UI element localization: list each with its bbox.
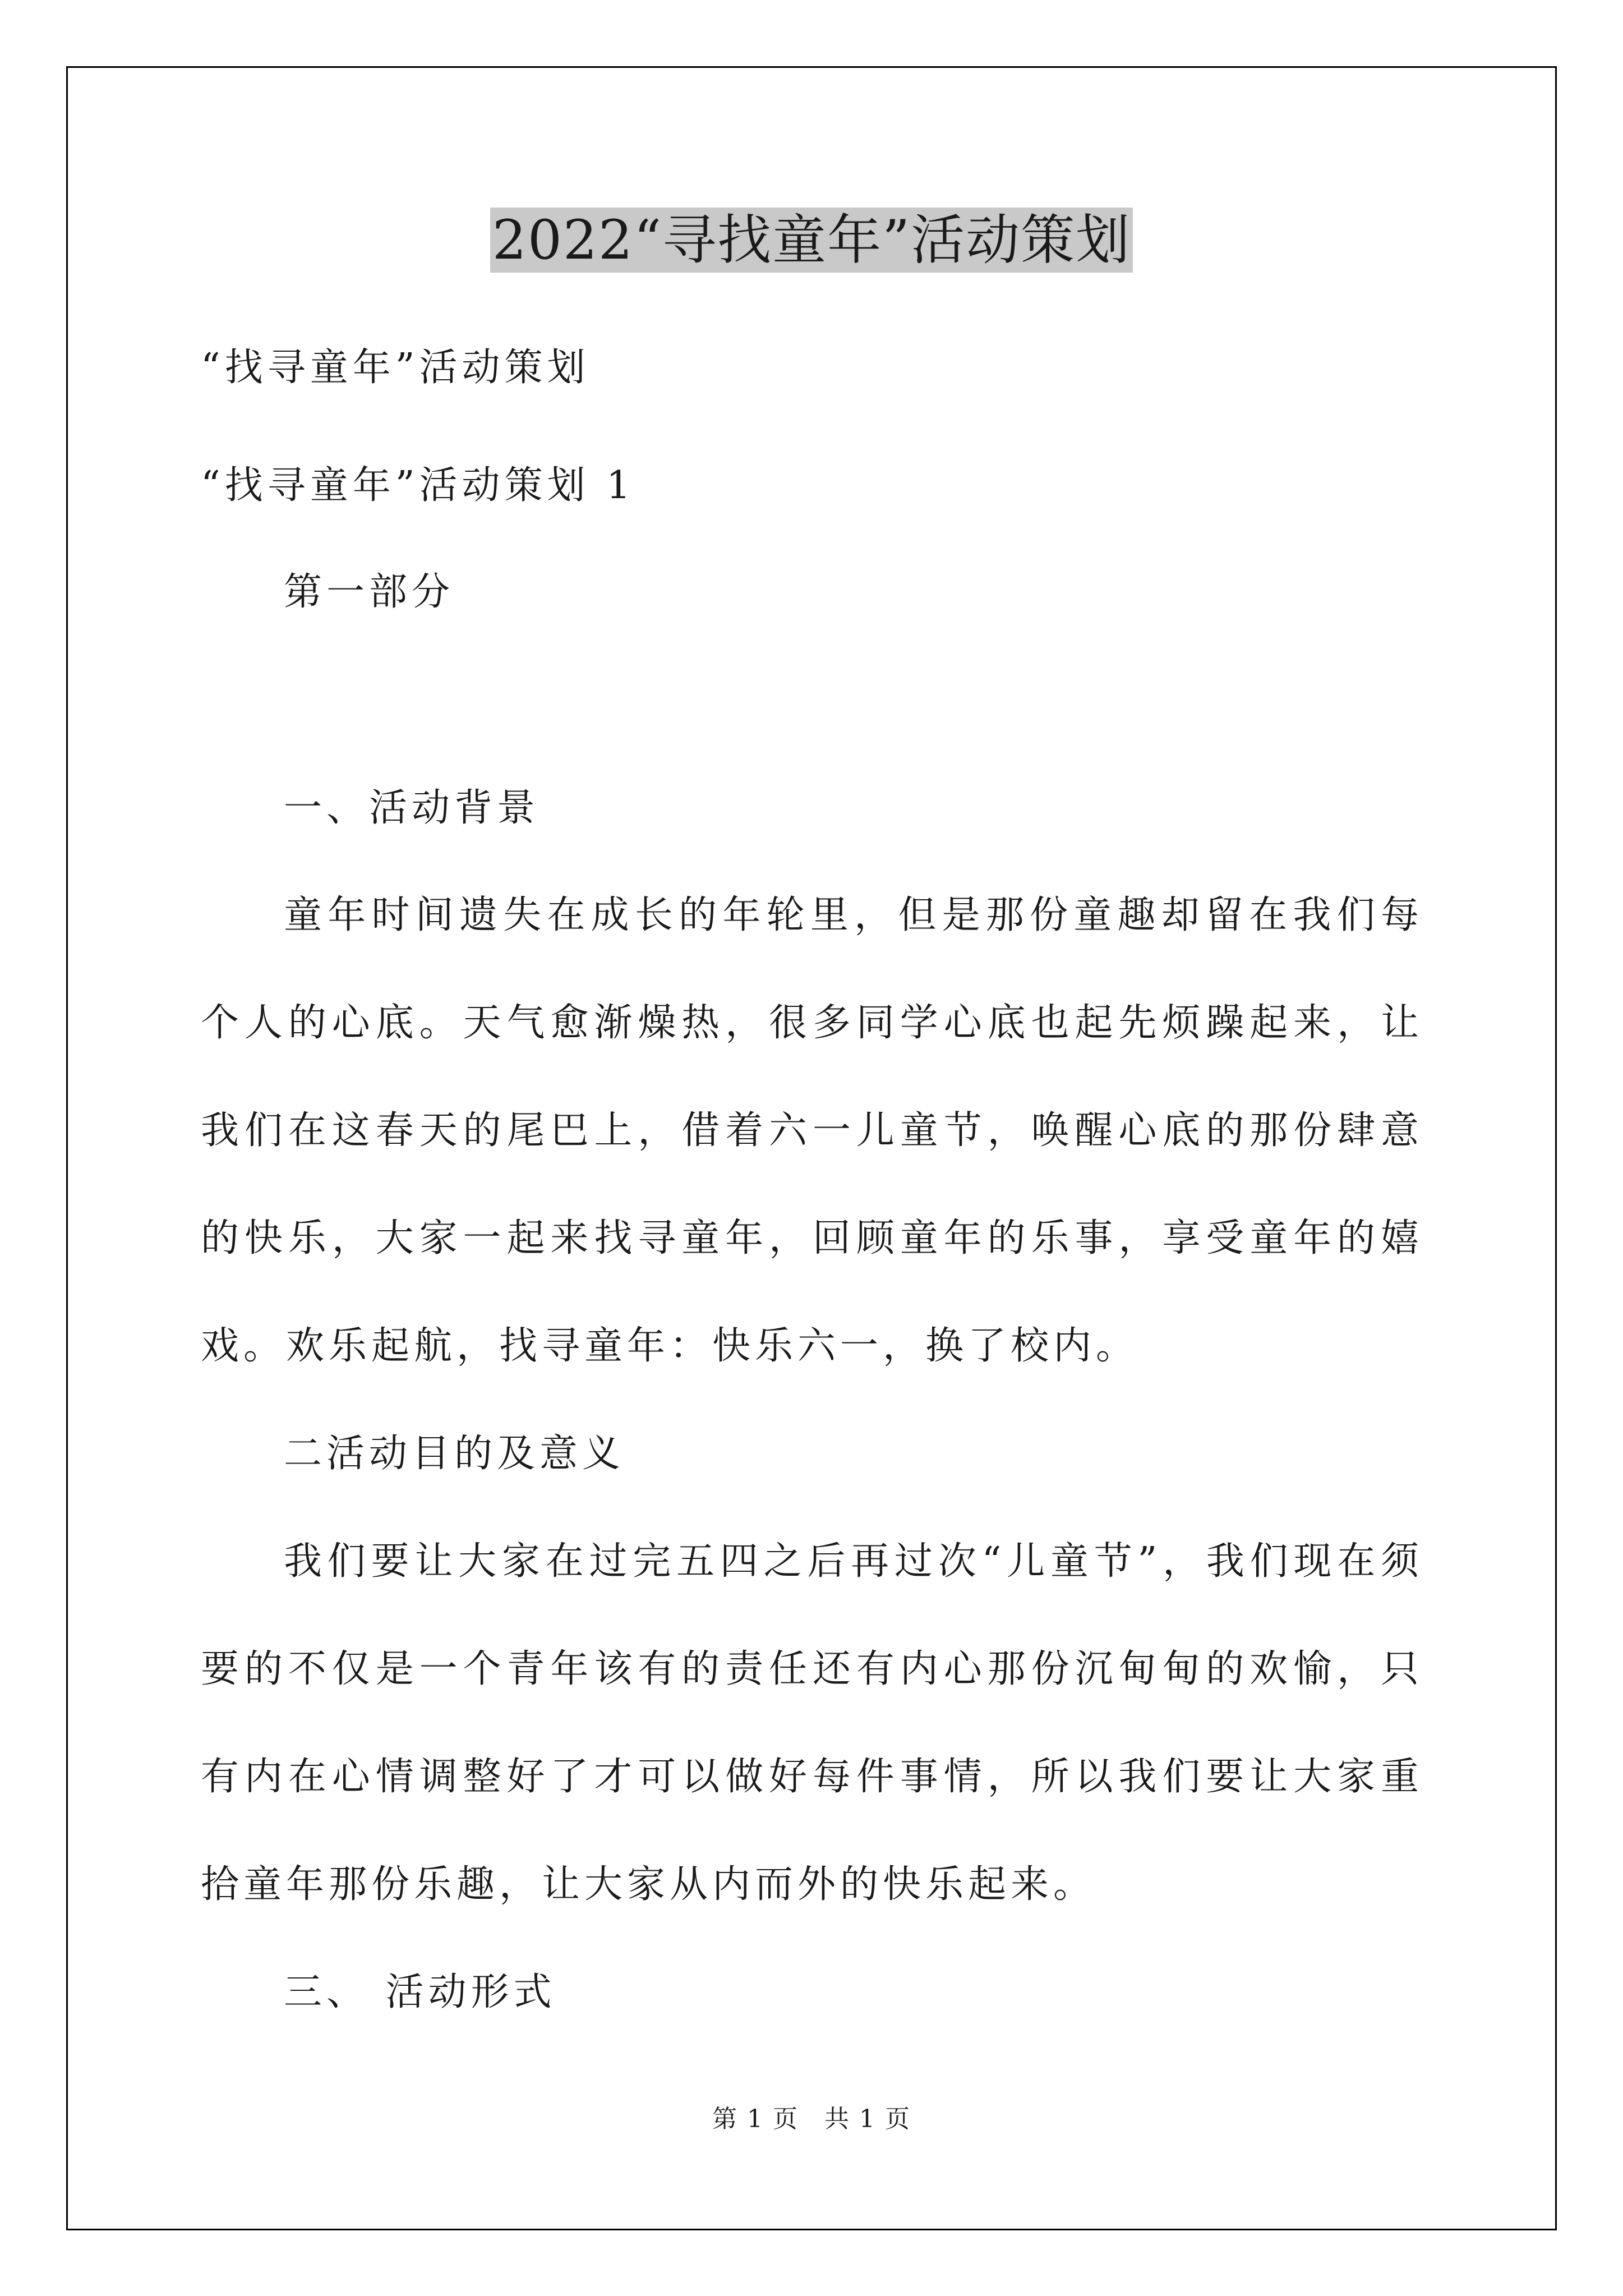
section-body: 我们要让大家在过完五四之后再过次“儿童节”，我们现在须要的不仅是一个青年该有的责任还有内心那份沉甸甸的欢愉，只有内在心情调整好了才可以做好每件事情，所以我们要让大家重拾童年那份乐趣，让大家从内而外的快乐起来。 [201, 1539, 1423, 1907]
section-heading: 三、 活动形式 [284, 1970, 556, 2014]
subtitle: “找寻童年”活动策划 [201, 346, 590, 390]
document-title-text: 2022“寻找童年”活动策划 [490, 208, 1133, 273]
page-footer [0, 2102, 1623, 2136]
section-heading: 一、活动背景 [284, 786, 540, 830]
subtitle-1: “找寻童年”活动策划 1 [201, 463, 635, 508]
document-title [0, 206, 1623, 274]
part-heading: 第一部分 [284, 570, 455, 614]
section-heading: 二活动目的及意义 [284, 1432, 625, 1476]
section-body: 童年时间遗失在成长的年轮里，但是那份童趣却留在我们每个人的心底。天气愈渐燥热，很多同学心底也起先烦躁起来，让我们在这春天的尾巴上，借着六一儿童节，唤醒心底的那份肆意的快乐，大家一起来找寻童年，回顾童年的乐事，享受童年的嬉戏。欢乐起航，找寻童年：快乐六一，换了校内。 [201, 893, 1423, 1368]
page-number: 第 1 页 共 1 页 [712, 2105, 911, 2133]
